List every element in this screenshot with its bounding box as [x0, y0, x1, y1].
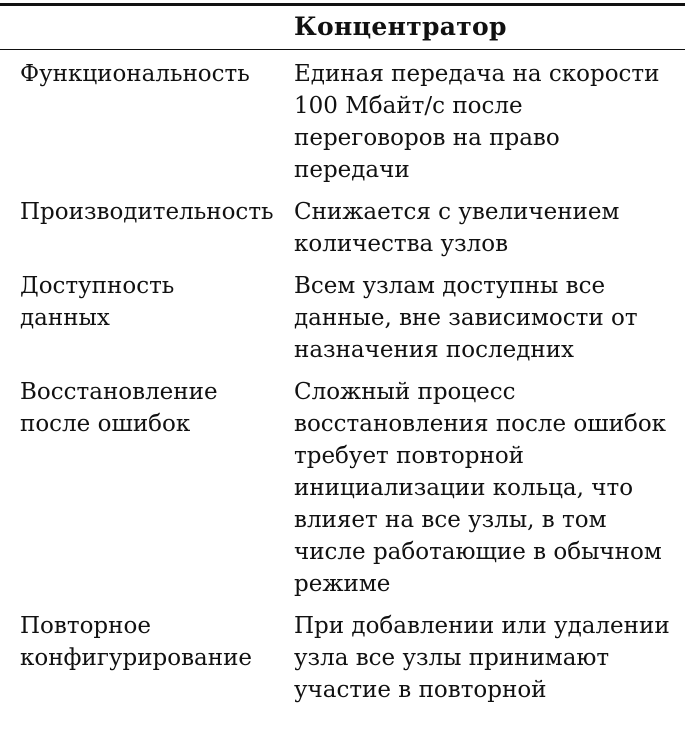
row-label	[0, 58, 276, 90]
row-value	[276, 270, 667, 366]
row-value	[276, 58, 667, 186]
row-value-line: передачи	[294, 157, 410, 183]
row-label-line: данных	[20, 305, 110, 331]
row-value-line: Всем узлам доступны все	[294, 273, 606, 299]
row-value-line: участие в повторной	[294, 677, 547, 703]
row-label	[0, 270, 276, 334]
row-label-line: Повторное	[20, 613, 151, 639]
row-label-line: конфигурирование	[20, 645, 253, 671]
row-label	[0, 376, 276, 440]
comparison-table	[0, 58, 685, 716]
row-value	[276, 376, 667, 600]
row-value-line: данные, вне зависимости от	[294, 305, 638, 331]
row-value-line: требует повторной	[294, 443, 525, 469]
row-value-line: восстановления после ошибок	[294, 411, 667, 437]
row-value-line: влияет на все узлы, в том	[294, 507, 607, 533]
table-header-rule	[0, 49, 685, 50]
row-label	[0, 196, 276, 228]
row-value-line: При добавлении или удалении	[294, 613, 670, 639]
table-row	[0, 196, 685, 260]
row-label-line: Доступность	[20, 273, 175, 299]
row-label	[0, 610, 276, 674]
row-value	[276, 196, 667, 260]
row-value-line: Сложный процесс	[294, 379, 516, 405]
row-value-line: инициализации кольца, что	[294, 475, 634, 501]
table-row	[0, 58, 685, 186]
row-value-line: переговоров на право	[294, 125, 560, 151]
table-row	[0, 270, 685, 366]
row-value-line: Единая передача на скорости	[294, 61, 660, 87]
row-value-line: числе работающие в обычном	[294, 539, 662, 565]
row-value	[276, 610, 670, 706]
row-value-line: 100 Мбайт/с после	[294, 93, 523, 119]
row-value-line: назначения последних	[294, 337, 574, 363]
row-value-line: Снижается с увеличением	[294, 199, 620, 225]
row-label-line: Функциональность	[20, 61, 250, 87]
row-label-line: Восстановление	[20, 379, 218, 405]
row-label-line: Производительность	[20, 199, 274, 225]
row-value-line: количества узлов	[294, 231, 509, 257]
row-value-line: узла все узлы принимают	[294, 645, 610, 671]
row-label-line: после ошибок	[20, 411, 191, 437]
table-row	[0, 610, 685, 706]
column-header-concentrator: Концентратор	[294, 12, 507, 41]
row-value-line: режиме	[294, 571, 391, 597]
table-row	[0, 376, 685, 600]
table-top-rule	[0, 3, 685, 6]
